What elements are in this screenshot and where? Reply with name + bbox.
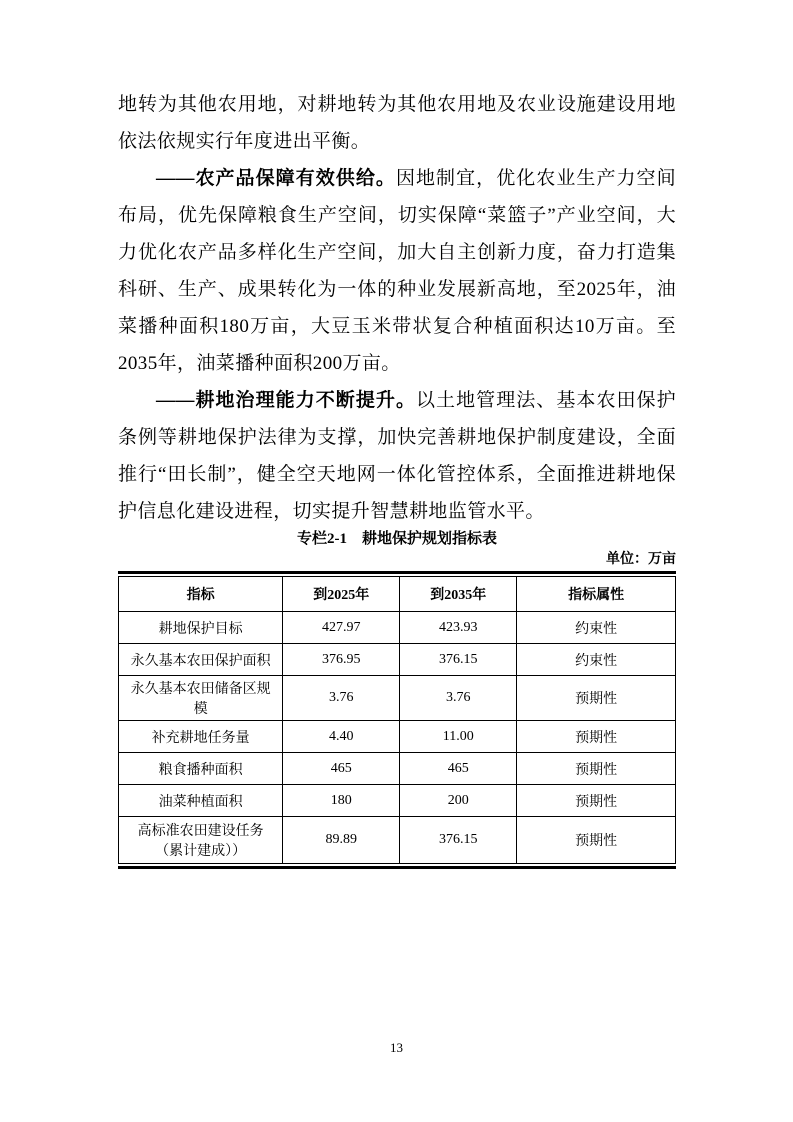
- indicator-cell: 补充耕地任务量: [119, 721, 283, 753]
- paragraph: [118, 382, 676, 530]
- attribute-cell: 约束性: [517, 644, 676, 676]
- attribute-cell: 约束性: [517, 612, 676, 644]
- paragraph-lead: ——农产品保障有效供给。: [156, 168, 396, 189]
- table-header-row: [119, 577, 676, 612]
- column-header: 指标: [119, 577, 283, 612]
- table-block: [118, 529, 676, 869]
- indicator-table: [118, 576, 676, 864]
- value-2025-cell: 180: [283, 785, 400, 817]
- attribute-cell: 预期性: [517, 785, 676, 817]
- value-2035-cell: 465: [400, 753, 517, 785]
- value-2035-cell: 3.76: [400, 676, 517, 721]
- value-2035-cell: 376.15: [400, 644, 517, 676]
- page-number: 13: [390, 1040, 403, 1055]
- value-2025-cell: 4.40: [283, 721, 400, 753]
- paragraph-text: 以土地管理法、基本农田保护条例等耕地保护法律为支撑，加快完善耕地保护制度建设，全面推行“田长制”，健全空天地网一体化管控体系，全面推进耕地保护信息化建设进程，切实提升智慧耕地监管水平。: [118, 390, 676, 522]
- table-row: [119, 817, 676, 864]
- table-row: [119, 753, 676, 785]
- value-2025-cell: 427.97: [283, 612, 400, 644]
- column-header: 指标属性: [517, 577, 676, 612]
- table-row: [119, 721, 676, 753]
- value-2035-cell: 376.15: [400, 817, 517, 864]
- indicator-cell: 油菜种植面积: [119, 785, 283, 817]
- table-unit: 单位：万亩: [606, 552, 676, 567]
- table-row: [119, 785, 676, 817]
- value-2025-cell: 465: [283, 753, 400, 785]
- paragraph-text: 地转为其他农用地，对耕地转为其他农用地及农业设施建设用地依法依规实行年度进出平衡。: [118, 94, 676, 152]
- indicator-cell: 粮食播种面积: [119, 753, 283, 785]
- value-2025-cell: 89.89: [283, 817, 400, 864]
- indicator-cell: 高标准农田建设任务（累计建成））: [119, 817, 283, 864]
- column-header: 到2035年: [400, 577, 517, 612]
- value-2035-cell: 423.93: [400, 612, 517, 644]
- value-2025-cell: 3.76: [283, 676, 400, 721]
- table-bottom-rule: [118, 866, 676, 869]
- paragraph-text: 因地制宜，优化农业生产力空间布局，优先保障粮食生产空间，切实保障“菜篮子”产业空间，大力优化农产品多样化生产空间，加大自主创新力度，奋力打造集科研、生产、成果转化为一体的种业发展新高地，至2025年，油菜播种面积180万亩，大豆玉米带状复合种植面积达10万亩。至2035年，油菜播种面积200万亩。: [118, 168, 676, 374]
- attribute-cell: 预期性: [517, 753, 676, 785]
- indicator-cell: 永久基本农田储备区规模: [119, 676, 283, 721]
- indicator-cell: 耕地保护目标: [119, 612, 283, 644]
- attribute-cell: 预期性: [517, 721, 676, 753]
- attribute-cell: 预期性: [517, 817, 676, 864]
- indicator-cell: 永久基本农田保护面积: [119, 644, 283, 676]
- column-header: 到2025年: [283, 577, 400, 612]
- value-2035-cell: 11.00: [400, 721, 517, 753]
- table-top-rule: [118, 571, 676, 574]
- paragraph-lead: ——耕地治理能力不断提升。: [156, 390, 416, 411]
- value-2025-cell: 376.95: [283, 644, 400, 676]
- content-area: [118, 86, 676, 530]
- table-row: [119, 644, 676, 676]
- table-title: 专栏2-1 耕地保护规划指标表: [297, 531, 497, 547]
- paragraph: [118, 86, 676, 160]
- value-2035-cell: 200: [400, 785, 517, 817]
- paragraph: [118, 160, 676, 382]
- table-row: [119, 612, 676, 644]
- attribute-cell: 预期性: [517, 676, 676, 721]
- table-row: [119, 676, 676, 721]
